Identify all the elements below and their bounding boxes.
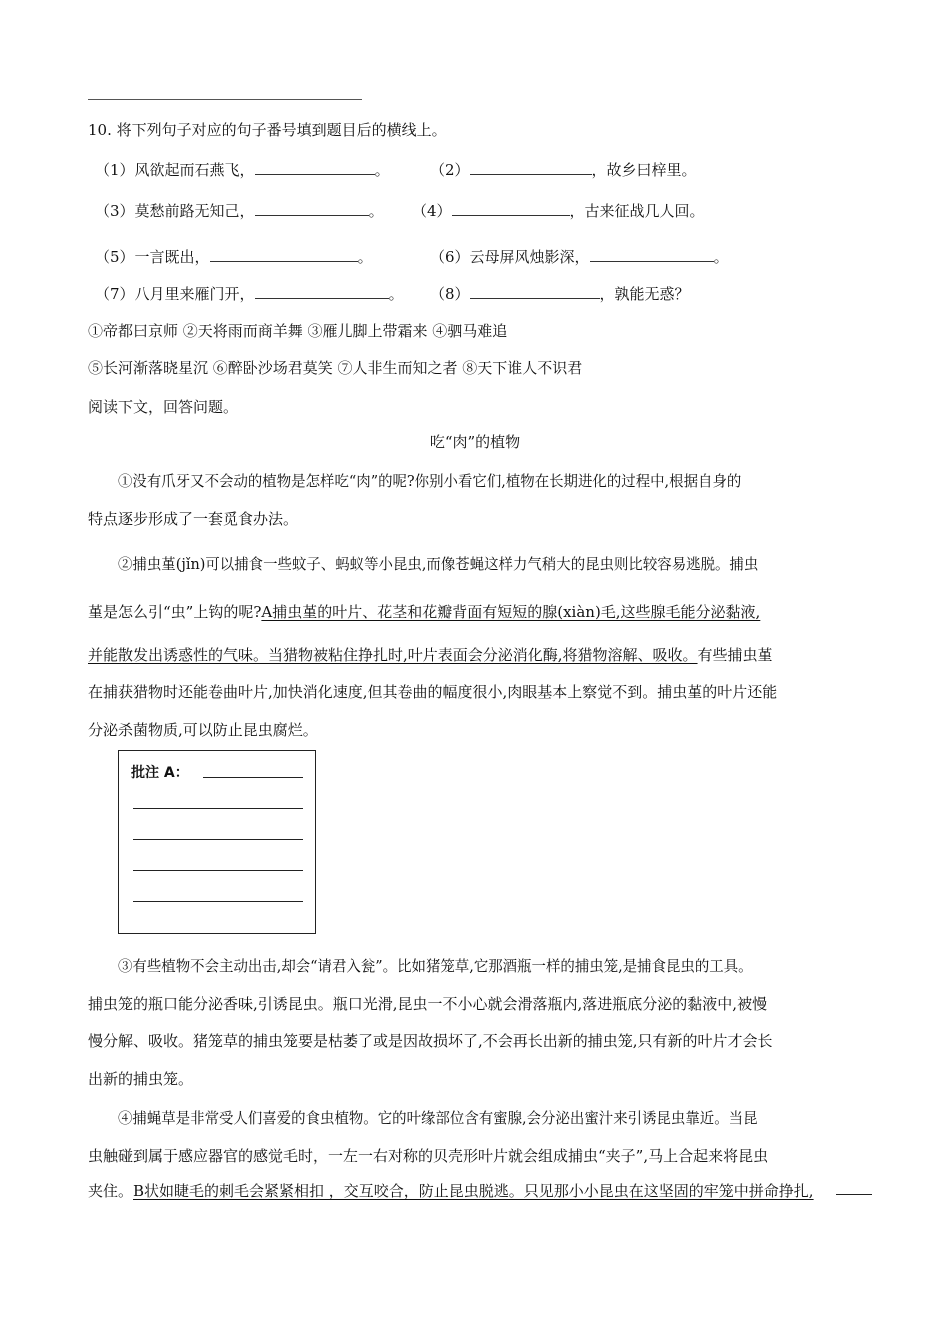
answer-blank-2[interactable] [470, 160, 592, 175]
item-text: 云母屏风烛影深， [469, 248, 590, 266]
options-line-2: ⑤长河渐落晓星沉 ⑥醉卧沙场君莫笑 ⑦人非生而知之者 ⑧天下谁人不识君 [88, 359, 583, 377]
underline-tail [836, 1194, 872, 1195]
annotation-line[interactable] [203, 777, 303, 778]
annotation-line[interactable] [133, 808, 303, 809]
paragraph-2-line-5: 分泌杀菌物质,可以防止昆虫腐烂。 [88, 721, 318, 739]
annotation-line[interactable] [133, 870, 303, 871]
annotation-label: 批注 A： [131, 765, 189, 781]
fill-item-3: （3）莫愁前路无知己， 。 [95, 202, 384, 220]
item-number: （8） [430, 285, 470, 303]
item-number: （7） [95, 285, 135, 303]
paragraph-2-line-2: 堇是怎么引“虫”上钩的呢?A捕虫堇的叶片、花茎和花瓣背面有短短的腺(xiàn)毛,这些腺毛能分泌黏液, [88, 603, 761, 621]
item-number: （3） [95, 202, 135, 220]
item-number: （6） [430, 248, 470, 266]
annotated-sentence-a-cont: 并能散发出诱惑性的气味。当猎物被粘住挣扎时,叶片表面会分泌消化酶,将猎物溶解、吸收。 [88, 646, 698, 664]
fill-item-6: （6）云母屏风烛影深， 。 [430, 248, 729, 266]
top-divider [88, 99, 362, 100]
paragraph-2-line-1: ②捕虫堇(jǐn)可以捕食一些蚊子、蚂蚁等小昆虫,而像苍蝇这样力气稍大的昆虫则比较容易逃脱。捕虫 [118, 555, 759, 573]
answer-blank-1[interactable] [255, 160, 375, 175]
answer-blank-8[interactable] [470, 284, 600, 299]
reading-instruction: 阅读下文，回答问题。 [88, 398, 239, 416]
item-number: （1） [95, 161, 135, 179]
fill-item-8: （8） ，孰能无惑？ [430, 285, 690, 303]
annotation-line[interactable] [133, 839, 303, 840]
paragraph-3-line-1: ③有些植物不会主动出击,却会“请君入瓮”。比如猪笼草,它那酒瓶一样的捕虫笼,是捕食昆虫的工具。 [118, 957, 753, 975]
options-line-1: ①帝都曰京师 ②天将雨而商羊舞 ③雁儿脚上带霜来 ④驷马难追 [88, 322, 508, 340]
item-number: （2） [430, 161, 470, 179]
annotation-box-a [118, 750, 316, 934]
item-number: （4） [412, 202, 452, 220]
fill-item-4: （4） ，古来征战几人回。 [412, 202, 705, 220]
item-text: 八月里来雁门开， [134, 285, 255, 303]
item-text: 莫愁前路无知己， [134, 202, 255, 220]
paragraph-3-line-3: 慢分解、吸收。猪笼草的捕虫笼要是枯萎了或是因故损坏了,不会再长出新的捕虫笼,只有新的叶片才会长 [88, 1032, 773, 1050]
fill-item-1: （1）风欲起而石燕飞， 。 [95, 161, 390, 179]
fill-item-7: （7）八月里来雁门开， 。 [95, 285, 404, 303]
paragraph-4-line-3: 夹住。B状如睫毛的刺毛会紧紧相扣 ，交互咬合，防止昆虫脱逃。只见那小小昆虫在这坚固的牢笼中拼命挣扎, [88, 1182, 814, 1200]
annotated-sentence-a: A捕虫堇的叶片、花茎和花瓣背面有短短的腺(xiàn)毛,这些腺毛能分泌黏液, [261, 603, 761, 621]
paragraph-3-line-4: 出新的捕虫笼。 [88, 1070, 194, 1088]
annotation-line[interactable] [133, 901, 303, 902]
item-text: 一言既出， [134, 248, 210, 266]
fill-item-2: （2） ，故乡曰梓里。 [430, 161, 697, 179]
paragraph-1-line-2: 特点逐步形成了一套觅食办法。 [88, 510, 299, 528]
answer-blank-4[interactable] [452, 201, 570, 216]
answer-blank-7[interactable] [255, 284, 389, 299]
fill-item-5: （5）一言既出， 。 [95, 248, 373, 266]
paragraph-4-line-1: ④捕蝇草是非常受人们喜爱的食虫植物。它的叶缘部位含有蜜腺,会分泌出蜜汁来引诱昆虫靠近。当昆 [118, 1109, 758, 1127]
item-text: 风欲起而石燕飞， [134, 161, 255, 179]
annotated-sentence-b: B状如睫毛的刺毛会紧紧相扣 ，交互咬合，防止昆虫脱逃。只见那小小昆虫在这坚固的牢笼中拼命挣扎, [133, 1182, 814, 1200]
paragraph-1-line-1: ①没有爪牙又不会动的植物是怎样吃“肉”的呢?你别小看它们,植物在长期进化的过程中,根据自身的 [118, 472, 742, 490]
paragraph-2-line-4: 在捕获猎物时还能卷曲叶片,加快消化速度,但其卷曲的幅度很小,肉眼基本上察觉不到。捕虫堇的叶片还能 [88, 683, 778, 701]
answer-blank-3[interactable] [255, 201, 369, 216]
paragraph-2-line-3: 并能散发出诱惑性的气味。当猎物被粘住挣扎时,叶片表面会分泌消化酶,将猎物溶解、吸收。有些捕虫堇 [88, 646, 773, 664]
passage-title: 吃“肉”的植物 [429, 433, 521, 451]
question-title: 10. 将下列句子对应的句子番号填到题目后的横线上。 [88, 121, 447, 139]
answer-blank-5[interactable] [210, 247, 358, 262]
paragraph-3-line-2: 捕虫笼的瓶口能分泌香味,引诱昆虫。瓶口光滑,昆虫一不小心就会滑落瓶内,落进瓶底分泌的黏液中,被慢 [88, 995, 768, 1013]
answer-blank-6[interactable] [590, 247, 714, 262]
item-number: （5） [95, 248, 135, 266]
paragraph-4-line-2: 虫触碰到属于感应器官的感觉毛时，一左一右对称的贝壳形叶片就会组成捕虫“夹子”,马上合起来将昆虫 [88, 1147, 769, 1165]
